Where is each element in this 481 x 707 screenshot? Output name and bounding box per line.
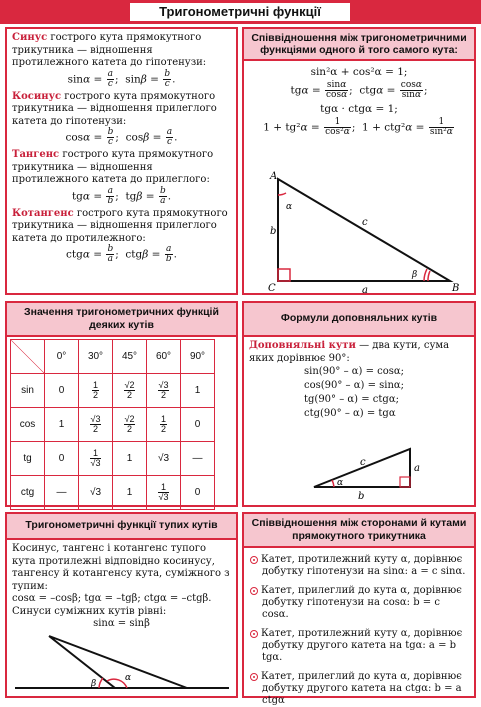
table-corner [11,340,45,374]
cofunction-term: Доповняльні кути [249,340,356,351]
table-row: sin 0 $\frac{1}{2}$ $\frac{√2}{2}$ $\frac{√3}{2}$ 1 [11,374,215,408]
relations-panel [242,27,476,295]
angle-header: 60° [147,340,181,374]
cofunction-formula-2: cos(90° – α) = sinα; [304,380,405,391]
vertex-B: B [452,283,460,294]
bullet-icon [250,556,258,564]
cotangent-text: гострого кута прямокутного трикутника — відношення прилеглого катета до протилежного: [12,207,228,244]
function-label: tg [11,442,45,476]
list-item: Катет, протилежний куту α, дорівнює добутку гіпотенузи на sinα: a = c sinα. [250,554,468,578]
list-item: Катет, прилеглий до кута α, дорівнює добутку гіпотенузи на cosα: b = c cosα. [250,585,468,621]
identity-1: sin²α + cos²α = 1; [310,66,408,78]
identity-3: tgα · ctgα = 1; [320,103,398,115]
right-triangle-diagram [244,169,474,297]
obtuse-sine-eq: sinα = sinβ [93,618,150,629]
identity-2: tgα = $\frac{\sin\alpha}{\cos\alpha}$ ; ctgα = $\frac{\cos\alpha}{\sin\alpha}$ ; [290,80,428,100]
side-c: c [360,457,366,468]
table-row: cos 1 $\frac{√3}{2}$ $\frac{√2}{2}$ $\frac{1}{2}$ 0 [11,408,215,442]
bullet-icon [250,587,258,595]
bullet-icon [250,630,258,638]
obtuse-triangle-diagram [7,634,236,694]
sides-panel [242,512,476,706]
cosine-term: Косинус [12,90,62,102]
tangent-definition [12,149,231,187]
list-item: Катет, протилежний куту α, дорівнює добутку другого катета на tgα: a = b tgα. [250,628,468,664]
cofunction-panel [242,301,476,507]
values-table-panel [5,301,238,507]
table-row: ctg — √3 1 $\frac{1}{√3}$ 0 [11,476,215,510]
cofunction-triangle-diagram [244,443,474,505]
sine-definition [12,32,231,70]
obtuse-text: Косинус, тангенс і котангенс тупого кута протилежні відповідно косинусу, тангенсу й котангенсу кута, суміжного з тупим: [12,543,230,592]
cofunction-definition: Доповняльні кути — два кути, сума яких дорівнює 90°: [249,340,450,364]
angle-beta: β [412,270,418,280]
tangent-term: Тангенс [12,149,60,160]
obtuse-panel [5,512,238,698]
side-c: c [362,217,368,228]
side-b: b [358,491,365,502]
cosine-formula: cosα = $\frac{b}{c}$ ; cosβ = $\frac{a}{c}$ . [65,127,178,147]
sine-formula: sinα = $\frac{a}{c}$ ; sinβ = $\frac{b}{c}$ . [67,68,176,89]
function-label: sin [11,374,45,408]
sides-title: Співвідношення між сторонами й кутами прямокутного трикутника [244,514,474,548]
angle-header: 45° [113,340,147,374]
tangent-text: гострого кута прямокутного трикутника — відношення протилежного катета до прилеглого: [12,149,214,185]
angle-header: 90° [181,340,215,374]
sine-term: Синус [12,32,48,43]
vertex-C: C [268,283,276,294]
function-label: cos [11,408,45,442]
angle-alpha: α [337,478,344,488]
bullet-icon [250,673,258,681]
angle-header: 0° [45,340,79,374]
angle-header: 30° [79,340,113,374]
relations-header: Співвідношення між тригонометричними функціями одного й того самого кута: [244,29,474,61]
side-a: a [414,463,420,474]
page-title: Тригонометричні функції [130,3,350,21]
tangent-formula: tgα = $\frac{a}{b}$ ; tgβ = $\frac{b}{a}$ . [71,185,172,206]
cotangent-term: Котангенс [12,207,74,219]
function-label: ctg [11,476,45,510]
obtuse-formulas: cosα = –cosβ; tgα = –tgβ; ctgα = –ctgβ. [12,593,212,604]
vertex-A: A [270,171,278,182]
cosine-definition [12,91,231,129]
table-header-row [11,340,215,374]
side-b: b [270,226,277,237]
cofunction-formula-1: sin(90° – α) = cosα; [304,366,405,377]
values-table-title: Значення тригонометричних функцій деяких кутів [7,303,236,337]
cotangent-definition [12,208,231,246]
table-row: tg 0 $\frac{1}{√3}$ 1 √3 — [11,442,215,476]
angle-beta: β [91,679,97,689]
definitions-panel [5,27,238,295]
obtuse-sines: Синуси суміжних кутів рівні: [12,605,167,617]
title-bar [0,0,481,24]
list-item: Катет, прилеглий до кута α, дорівнює добутку другого катета на ctgα: b = a ctgα [250,671,468,707]
identity-4: 1 + tg²α = $\frac{1}{\text{cos²α}}$ ; 1 + ctg²α = $\frac{1}{\text{sin²α}}$ [263,117,453,137]
angle-alpha: α [125,673,132,683]
cofunction-formula-3: tg(90° – α) = ctgα; [304,394,399,405]
cofunction-formula-4: ctg(90° – α) = tgα [304,408,396,419]
angle-alpha: α [286,202,293,212]
cotangent-formula: ctgα = $\frac{b}{a}$ ; ctgβ = $\frac{a}{b}$ . [66,244,177,264]
side-a: a [362,285,368,296]
cofunction-title: Формули доповняльних кутів [244,303,474,337]
cosine-text: гострого кута прямокутного трикутника — відношення прилеглого катета до гіпотенузи: [12,90,217,127]
sine-text: гострого кута прямокутного трикутника — відношення протилежного катета до гіпотенузи: [12,32,207,68]
trig-values-table [10,339,215,510]
obtuse-title: Тригонометричні функції тупих кутів [7,514,236,540]
